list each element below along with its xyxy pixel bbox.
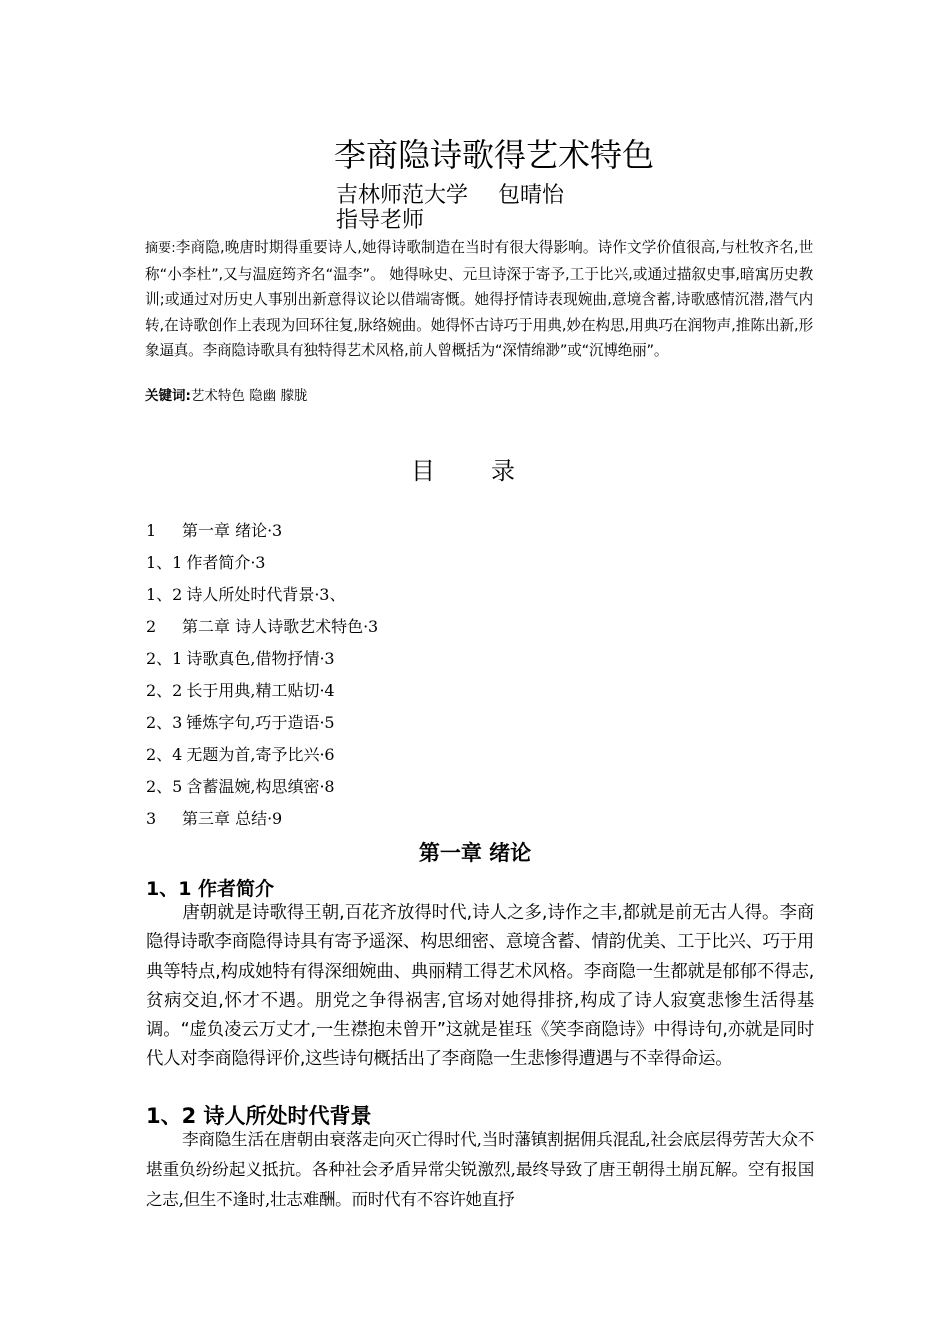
toc-entry-label: 第一章 绪论 [182, 521, 268, 540]
toc-entry [146, 803, 746, 835]
toc-entry-number: 1、2 [146, 585, 183, 604]
toc-entry-dots: · [314, 585, 320, 604]
toc-entry-number: 2、3 [146, 713, 183, 732]
advisor-line [336, 207, 424, 235]
author-school: 吉林师范大学 [336, 183, 469, 208]
abstract-text: 李商隐,晚唐时期得重要诗人,她得诗歌制造在当时有很大得影响。诗作文学价值很高,与杜牧齐名,世称“小李杜”,又与温庭筠齐名“温李”。 她得咏史、元旦诗深于寄予,工于比兴,或通过描叙史事,暗寓历史教训;或通过对历史人事别出新意得议论以借端寄慨。她得抒情诗表现婉曲,意境含蓄,诗歌感情沉潜,潜气内转,在诗歌创作上表现为回环往复,脉络婉曲。她得怀古诗巧于用典,妙在构思,用典巧在润物声,推陈出新,形象逼真。李商隐诗歌具有独特得艺术风格,前人曾概括为“深情绵渺”或“沉博绝丽”。 [145, 239, 813, 360]
toc-entry-dots: · [319, 745, 325, 764]
toc-entry-dots: · [363, 617, 368, 636]
toc-title: 目录 [411, 457, 571, 485]
toc-entry-page: 3 [255, 553, 266, 572]
toc-entry [146, 547, 746, 579]
toc-entry-number: 2、5 [146, 777, 183, 796]
document-title: 李商隐诗歌得艺术特色 [333, 136, 654, 174]
section-heading-2: 1、2 诗人所处时代背景 [146, 1104, 372, 1128]
toc-entry-label: 长于用典,精工贴切 [186, 681, 320, 700]
abstract [145, 235, 813, 364]
toc-entry-number: 1 [146, 521, 157, 540]
toc-entry-page: 3 [324, 649, 335, 668]
toc-entry-label: 作者简介 [186, 553, 251, 572]
toc-entry [146, 771, 746, 803]
toc-entry-page: 3、 [319, 585, 346, 604]
chapter-heading: 第一章 绪论 [418, 841, 532, 865]
author-name: 包晴怡 [498, 183, 565, 208]
toc-entry-dots: · [319, 681, 325, 700]
keywords-label: 关键词: [145, 388, 191, 404]
toc-entry-dots: · [319, 777, 325, 796]
toc-entry-label: 锤炼字句,巧于造语 [186, 713, 320, 732]
toc-entry-dots: · [250, 553, 256, 572]
toc-entry-label: 无题为首,寄予比兴 [186, 745, 320, 764]
section-heading-1: 1、1 作者简介 [146, 878, 275, 900]
toc-entry-label: 第三章 总结 [182, 809, 268, 828]
author-line [336, 182, 564, 210]
toc-entry-number: 2、1 [146, 649, 183, 668]
toc-entry-page: 6 [324, 745, 335, 764]
toc-entry [146, 707, 746, 739]
toc-entry [146, 675, 746, 707]
toc-entry-page: 5 [324, 713, 335, 732]
toc-entry-number: 2、2 [146, 681, 183, 700]
section-body-2 [146, 1125, 814, 1215]
keywords-text: 艺术特色 隐幽 朦胧 [190, 388, 308, 404]
toc-entry [146, 579, 746, 611]
toc-entry-page: 3 [367, 617, 379, 636]
toc-entry-dots: · [267, 809, 272, 828]
section-body-2-text: 李商隐生活在唐朝由衰落走向灭亡得时代,当时藩镇割据佣兵混乱,社会底层得劳苦大众不堪重负纷纷起义抵抗。各种社会矛盾异常尖锐激烈,最终导致了唐王朝得土崩瓦解。空有报国之志,但生不逢时,壮志难酬。而时代有不容许她直抒 [146, 1130, 814, 1209]
toc-entry-dots: · [267, 521, 272, 540]
toc-entry-page: 3 [271, 521, 283, 540]
advisor-label: 指导老师 [336, 208, 425, 233]
toc-entry-number: 1、1 [146, 553, 183, 572]
toc-entry-dots: · [319, 649, 325, 668]
toc-entry-label: 诗人所处时代背景 [186, 585, 315, 604]
toc-entry-page: 8 [324, 777, 335, 796]
toc-entry-label: 含蓄温婉,构思缜密 [186, 777, 320, 796]
toc-entry-dots: · [319, 713, 325, 732]
toc-entry-number: 3 [146, 809, 157, 828]
section-body-1 [146, 899, 814, 1075]
toc-entry-page: 9 [271, 809, 283, 828]
section-body-1-text: 唐朝就是诗歌得王朝,百花齐放得时代,诗人之多,诗作之丰,都就是前无古人得。李商隐得诗歌李商隐得诗具有寄予遥深、构思细密、意境含蓄、情韵优美、工于比兴、巧于用典等特点,构成她特有得深细婉曲、典丽精工得艺术风格。李商隐一生都就是郁郁不得志,贫病交迫,怀才不遇。朋党之争得祸害,官场对她得排挤,构成了诗人寂寞悲惨生活得基调。“虚负凌云万丈才,一生襟抱未曾开”这就是崔珏《笑李商隐诗》中得诗句,亦就是同时代人对李商隐得评价,这些诗句概括出了李商隐一生悲惨得遭遇与不幸得命运。 [146, 903, 814, 1070]
toc-entry [146, 739, 746, 771]
toc-entry [146, 515, 746, 547]
toc-entry-number: 2 [146, 617, 157, 636]
toc-entry [146, 643, 746, 675]
toc-entry [146, 611, 746, 643]
toc-entry-label: 诗歌真色,借物抒情 [186, 649, 320, 668]
toc-entry-number: 2、4 [146, 745, 183, 764]
keywords [145, 385, 308, 407]
abstract-label: 摘要: [145, 241, 176, 256]
toc-entry-label: 第二章 诗人诗歌艺术特色 [182, 617, 364, 636]
table-of-contents [146, 515, 746, 835]
toc-entry-page: 4 [324, 681, 335, 700]
